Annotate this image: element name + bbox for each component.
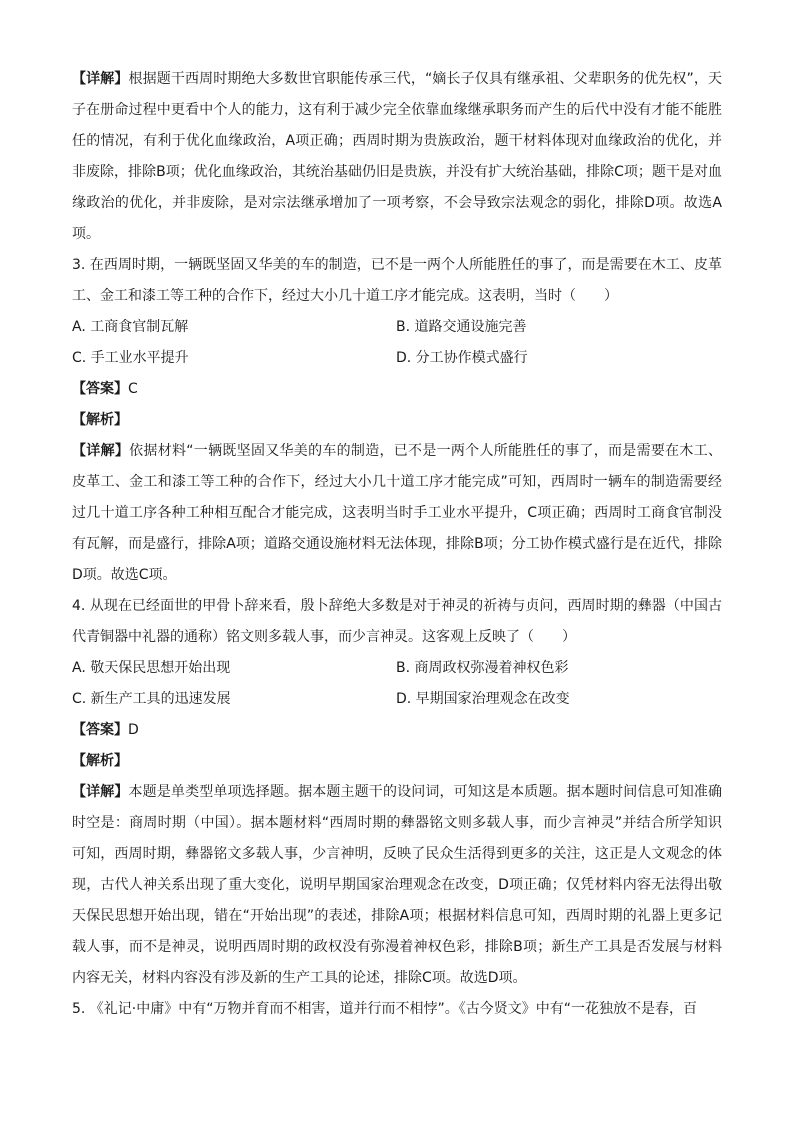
option-a: A. 敬天保民思想开始出现 bbox=[72, 660, 231, 676]
answer-label: 【答案】 bbox=[72, 722, 128, 738]
explanation-label: 【详解】 bbox=[72, 784, 129, 800]
question-3-options bbox=[72, 312, 722, 374]
answer-line bbox=[72, 715, 722, 746]
option-d: D. 早期国家治理观念在改变 bbox=[396, 691, 570, 707]
option-c: C. 手工业水平提升 bbox=[72, 350, 189, 366]
explanation-label: 【详解】 bbox=[72, 71, 129, 87]
document-content bbox=[72, 64, 722, 1025]
explanation-label: 【详解】 bbox=[72, 443, 130, 459]
option-c: C. 新生产工具的迅速发展 bbox=[72, 691, 231, 707]
answer-label: 【答案】 bbox=[72, 381, 128, 397]
question-5-stem: 5. 《礼记·中庸》中有“万物并育而不相害，道并行而不相悖”。《古今贤文》中有“一花独放不是春，百 bbox=[72, 1001, 698, 1017]
answer-value: C bbox=[128, 381, 138, 397]
option-d: D. 分工协作模式盛行 bbox=[396, 350, 528, 366]
explanation-paragraph bbox=[72, 436, 722, 591]
explanation-text: 本题是单类型单项选择题。据本题主题干的设问词，可知这是本质题。据本题时间信息可知准确时空是：商周时期（中国）。据本题材料“西周时期的彝器铭文则多载人事，而少言神灵”并结合所学知识可知，西周时期，彝器铭文多载人事，少言神明，反映了民众生活得到更多的关注，这正是人文观念的体现，古代人神关系出现了重大变化，说明早期国家治理观念在改变，D项正确；仅凭材料内容无法得出敬天保民思想开始出现，错在“开始出现”的表述，排除A项；根据材料信息可知，西周时期的礼器上更多记载人事，而不是神灵，说明西周时期的政权没有弥漫着神权色彩，排除B项；新生产工具是否发展与材料内容无关，材料内容没有涉及新的生产工具的论述，排除C项。故选D项。 bbox=[72, 784, 723, 986]
option-b: B. 商周政权弥漫着神权色彩 bbox=[396, 660, 569, 676]
option-a: A. 工商食官制瓦解 bbox=[72, 319, 189, 335]
analysis-heading bbox=[72, 746, 722, 777]
question-4-options bbox=[72, 653, 722, 715]
answer-line bbox=[72, 374, 722, 405]
option-b: B. 道路交通设施完善 bbox=[396, 319, 527, 335]
analysis-label: 【解析】 bbox=[72, 753, 128, 769]
answer-value: D bbox=[128, 722, 139, 738]
explanation-text: 依据材料“一辆既坚固又华美的车的制造，已不是一两个人所能胜任的事了，而是需要在木工、皮革工、金工和漆工等工种的合作下，经过大小几十道工序才能完成”可知，西周时一辆车的制造需要经过几十道工序各种工种相互配合才能完成，这表明当时手工业水平提升，C项正确；西周时工商食官制没有瓦解，而是盛行，排除A项；道路交通设施材料无法体现，排除B项；分工协作模式盛行是在近代，排除D项。故选C项。 bbox=[72, 443, 722, 583]
explanation-text: 根据题干西周时期绝大多数世官职能传承三代，“嫡长子仅具有继承祖、父辈职务的优先权”，天子在册命过程中更看中个人的能力，这有利于减少完全依靠血缘继承职务而产生的后代中没有才能不能胜任的情况，有利于优化血缘政治，A项正确；西周时期为贵族政治，题干材料体现对血缘政治的优化，并非废除，排除B项；优化血缘政治，其统治基础仍旧是贵族，并没有扩大统治基础，排除C项；题干是对血缘政治的优化，并非废除，是对宗法继承增加了一项考察，不会导致宗法观念的弱化，排除D项。故选A项。 bbox=[72, 71, 722, 242]
question-4-stem: 4. 从现在已经面世的甲骨卜辞来看，殷卜辞绝大多数是对于神灵的祈祷与贞问，西周时期的彝器（中国古代青铜器中礼器的通称）铭文则多载人事，而少言神灵。这客观上反映了（ ） bbox=[72, 598, 722, 645]
explanation-paragraph bbox=[72, 777, 722, 994]
question-3-stem: 3. 在西周时期，一辆既坚固又华美的车的制造，已不是一两个人所能胜任的事了，而是需要在木工、皮革工、金工和漆工等工种的合作下，经过大小几十道工序才能完成。这表明，当时（ ） bbox=[72, 257, 722, 304]
analysis-heading bbox=[72, 405, 722, 436]
explanation-paragraph bbox=[72, 64, 722, 250]
analysis-label: 【解析】 bbox=[72, 412, 128, 428]
